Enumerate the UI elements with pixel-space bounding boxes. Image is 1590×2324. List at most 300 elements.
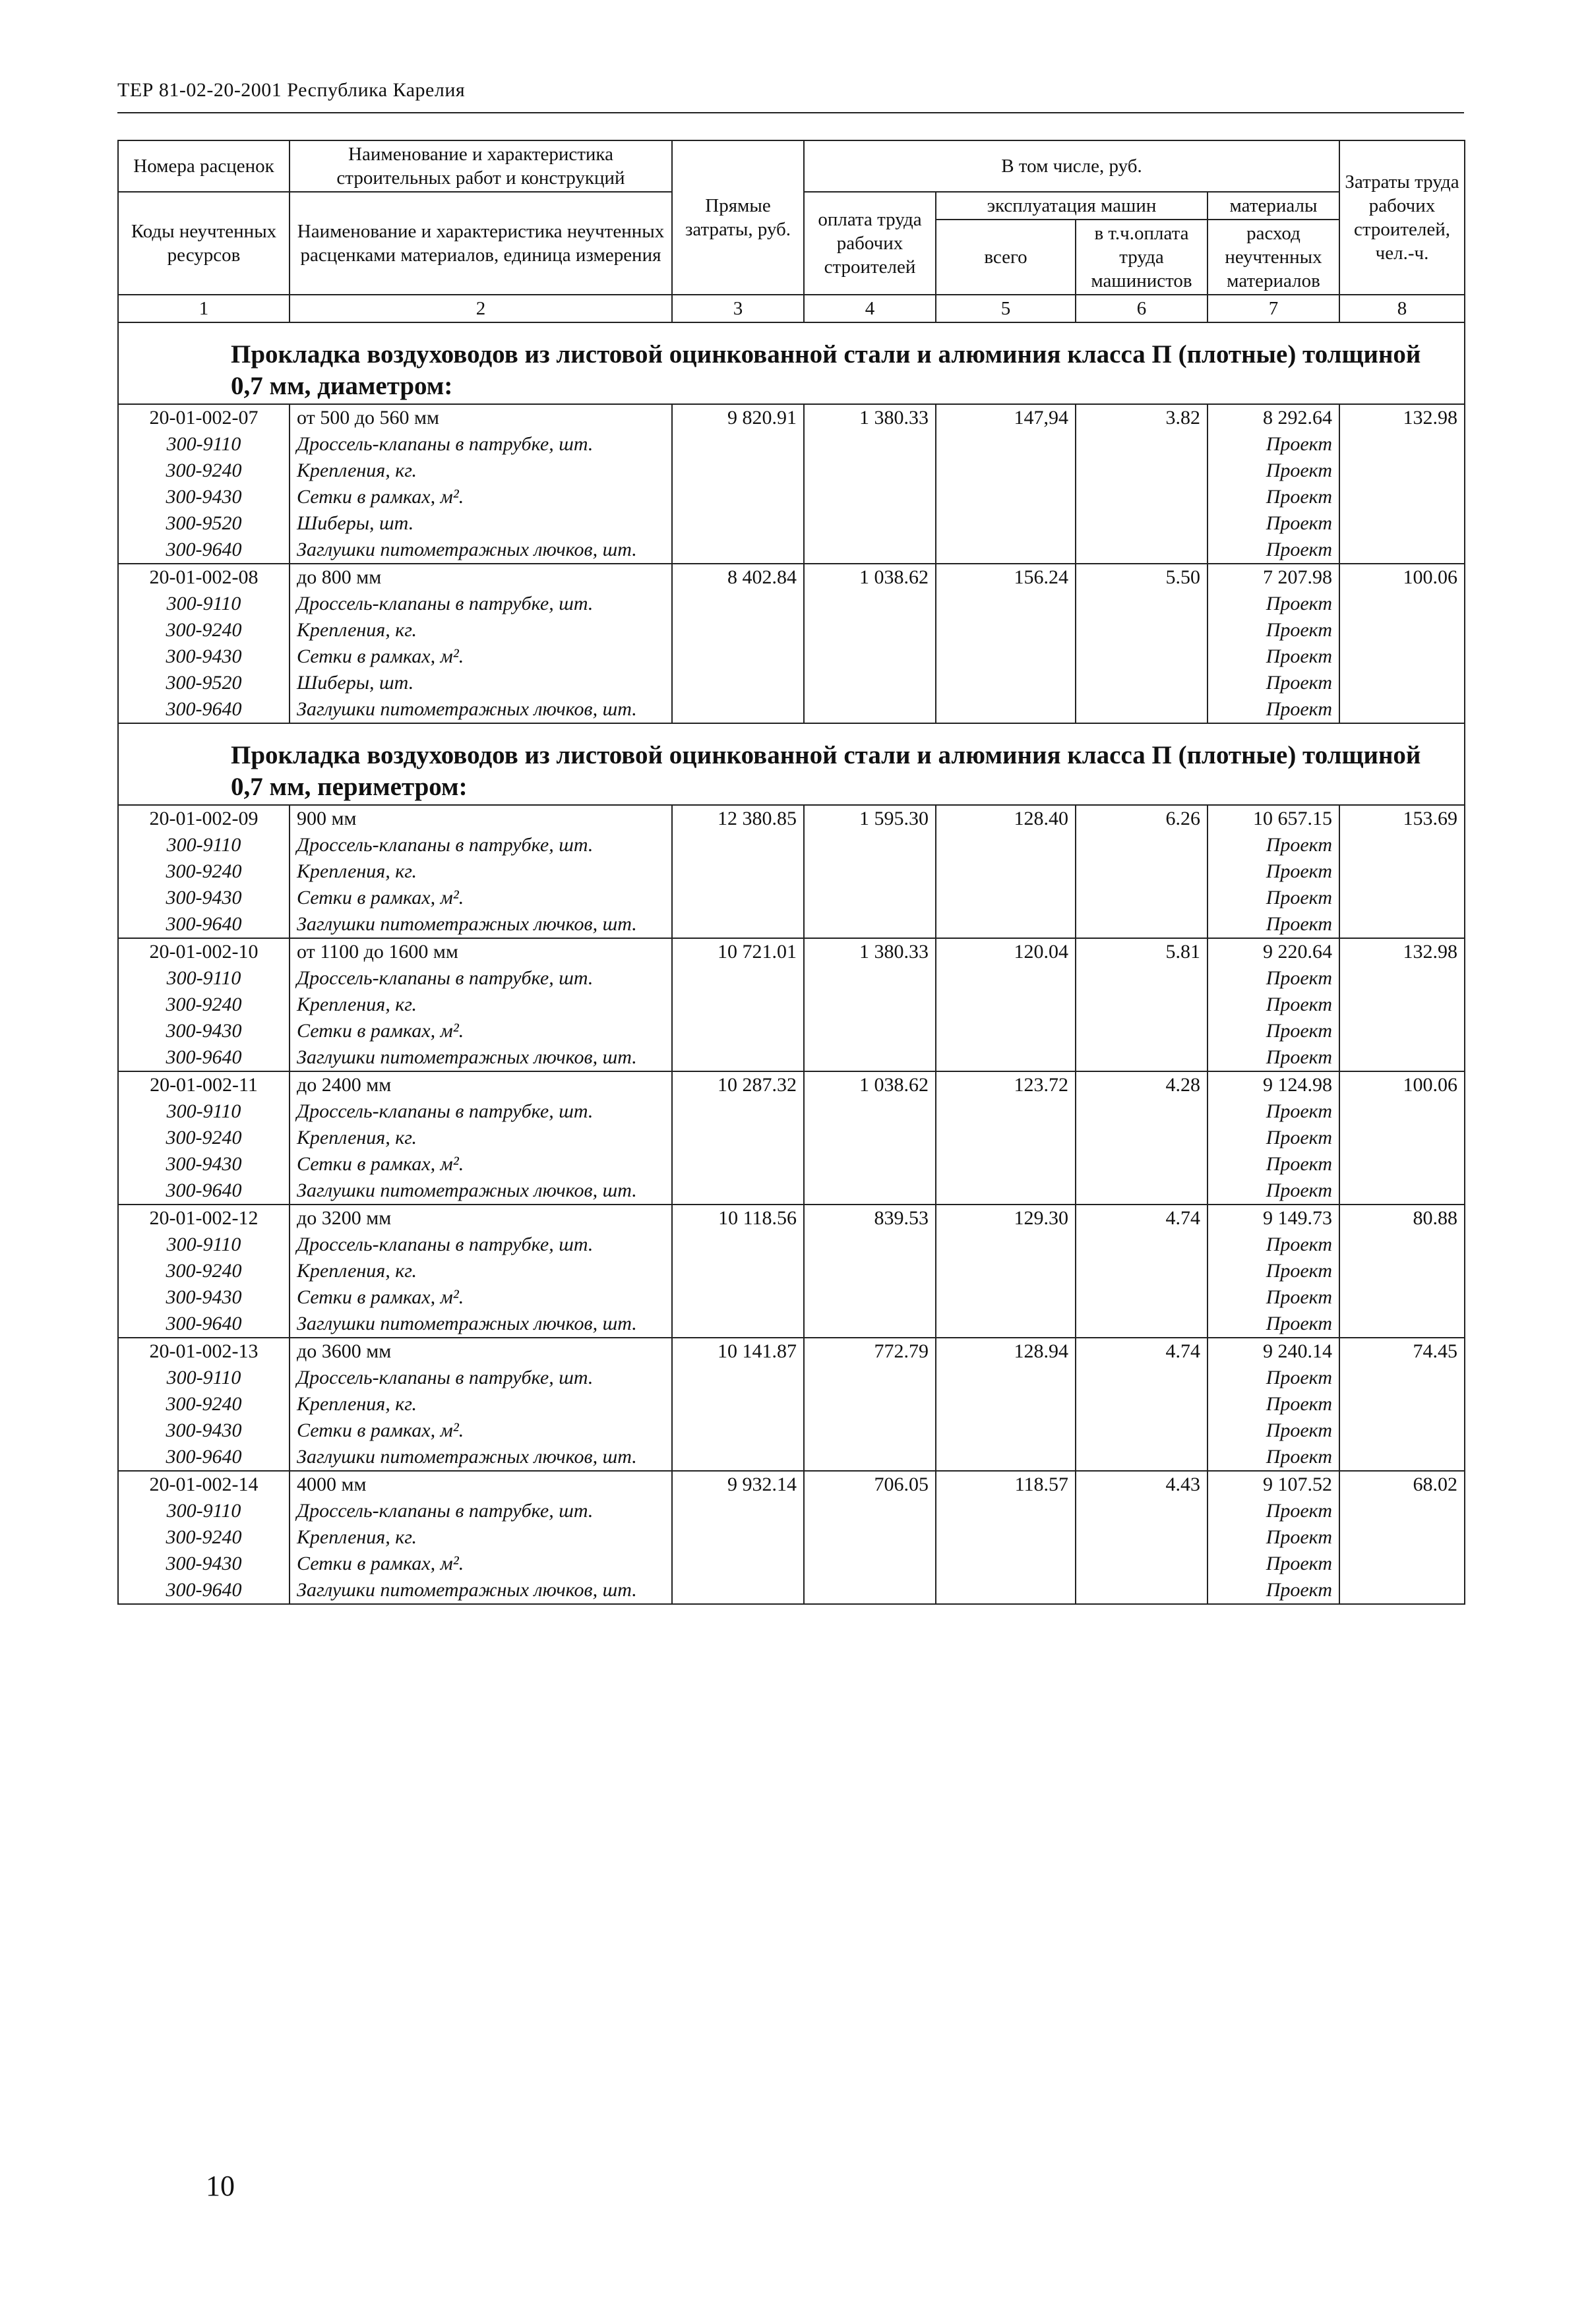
worker-pay: 1 595.30 — [804, 805, 936, 832]
empty-cell — [672, 885, 804, 911]
resource-value: Проект — [1208, 484, 1339, 510]
rate-row — [118, 938, 1465, 965]
col-number: 7 — [1208, 295, 1339, 322]
resource-name: Сетки в рамках, м². — [290, 1417, 672, 1444]
empty-cell — [936, 1098, 1076, 1125]
rate-name: до 3200 мм — [290, 1205, 672, 1232]
empty-cell — [804, 1444, 936, 1471]
resource-code: 300-9240 — [118, 1258, 290, 1284]
empty-cell — [804, 1577, 936, 1604]
empty-cell — [1076, 510, 1208, 537]
resource-code: 300-9430 — [118, 643, 290, 670]
empty-cell — [804, 1018, 936, 1044]
section-title-row — [118, 322, 1465, 404]
empty-cell — [804, 537, 936, 564]
resource-row — [118, 1498, 1465, 1524]
rate-name: 900 мм — [290, 805, 672, 832]
resource-row — [118, 1284, 1465, 1311]
resource-row — [118, 1551, 1465, 1577]
resource-row — [118, 591, 1465, 617]
empty-cell — [1076, 591, 1208, 617]
empty-cell — [1076, 458, 1208, 484]
resource-row — [118, 1098, 1465, 1125]
empty-cell — [672, 1151, 804, 1177]
empty-cell — [1339, 832, 1465, 858]
empty-cell — [1339, 1551, 1465, 1577]
resource-row — [118, 670, 1465, 696]
resource-row — [118, 643, 1465, 670]
empty-cell — [672, 832, 804, 858]
table-body — [118, 322, 1465, 1604]
resource-name: Заглушки питометражных лючков, шт. — [290, 1444, 672, 1471]
resource-name: Дроссель-клапаны в патрубке, шт. — [290, 1098, 672, 1125]
resource-row — [118, 832, 1465, 858]
resource-name: Шиберы, шт. — [290, 510, 672, 537]
worker-pay: 706.05 — [804, 1471, 936, 1498]
col-number: 3 — [672, 295, 804, 322]
empty-cell — [672, 1444, 804, 1471]
empty-cell — [1076, 1365, 1208, 1391]
resource-name: Дроссель-клапаны в патрубке, шт. — [290, 832, 672, 858]
resource-code: 300-9240 — [118, 617, 290, 643]
empty-cell — [936, 1284, 1076, 1311]
resource-value: Проект — [1208, 1018, 1339, 1044]
empty-cell — [672, 1232, 804, 1258]
resource-code: 300-9640 — [118, 696, 290, 723]
empty-cell — [936, 1177, 1076, 1205]
empty-cell — [1339, 1365, 1465, 1391]
resource-value: Проект — [1208, 591, 1339, 617]
empty-cell — [936, 1551, 1076, 1577]
rate-row — [118, 564, 1465, 591]
resource-code: 300-9640 — [118, 911, 290, 938]
resource-name: Сетки в рамках, м². — [290, 1018, 672, 1044]
resource-name: Дроссель-клапаны в патрубке, шт. — [290, 1232, 672, 1258]
empty-cell — [1076, 885, 1208, 911]
resource-row — [118, 1151, 1465, 1177]
machines-total: 156.24 — [936, 564, 1076, 591]
resource-row — [118, 885, 1465, 911]
head-work-name: Наименование и характеристика строительных работ и конструкций — [290, 140, 672, 192]
resource-code: 300-9110 — [118, 832, 290, 858]
machines-total: 147,94 — [936, 404, 1076, 431]
empty-cell — [936, 1232, 1076, 1258]
empty-cell — [1076, 965, 1208, 992]
empty-cell — [936, 885, 1076, 911]
empty-cell — [672, 1391, 804, 1417]
resource-name: Крепления, кг. — [290, 1125, 672, 1151]
empty-cell — [1339, 1284, 1465, 1311]
resource-name: Шиберы, шт. — [290, 670, 672, 696]
resource-code: 300-9430 — [118, 1284, 290, 1311]
operator-pay: 5.81 — [1076, 938, 1208, 965]
empty-cell — [1076, 1311, 1208, 1338]
resource-code: 300-9240 — [118, 1391, 290, 1417]
resource-code: 300-9240 — [118, 458, 290, 484]
empty-cell — [672, 617, 804, 643]
resource-value: Проект — [1208, 537, 1339, 564]
head-machines: эксплуатация машин — [936, 192, 1208, 220]
resource-code: 300-9640 — [118, 1311, 290, 1338]
labor-hours: 132.98 — [1339, 404, 1465, 431]
materials-cost: 9 240.14 — [1208, 1338, 1339, 1365]
resource-name: Крепления, кг. — [290, 992, 672, 1018]
resource-row — [118, 1524, 1465, 1551]
resource-value: Проект — [1208, 858, 1339, 885]
empty-cell — [1076, 1125, 1208, 1151]
head-worker-pay: оплата труда рабочих строителей — [804, 192, 936, 295]
empty-cell — [936, 1044, 1076, 1071]
resource-code: 300-9430 — [118, 484, 290, 510]
resource-code: 300-9430 — [118, 1018, 290, 1044]
machines-total: 129.30 — [936, 1205, 1076, 1232]
col-number: 4 — [804, 295, 936, 322]
resource-row — [118, 1125, 1465, 1151]
operator-pay: 4.43 — [1076, 1471, 1208, 1498]
empty-cell — [1076, 1258, 1208, 1284]
empty-cell — [1339, 1524, 1465, 1551]
resource-name: Заглушки питометражных лючков, шт. — [290, 1044, 672, 1071]
resource-name: Крепления, кг. — [290, 1391, 672, 1417]
resource-value: Проект — [1208, 1444, 1339, 1471]
resource-value: Проект — [1208, 1098, 1339, 1125]
resource-row — [118, 1232, 1465, 1258]
empty-cell — [1339, 1044, 1465, 1071]
empty-cell — [1076, 858, 1208, 885]
resource-row — [118, 510, 1465, 537]
materials-cost: 10 657.15 — [1208, 805, 1339, 832]
resource-code: 300-9430 — [118, 1151, 290, 1177]
empty-cell — [1339, 537, 1465, 564]
empty-cell — [804, 696, 936, 723]
worker-pay: 1 380.33 — [804, 938, 936, 965]
empty-cell — [804, 458, 936, 484]
resource-row — [118, 431, 1465, 458]
col-number: 6 — [1076, 295, 1208, 322]
labor-hours: 100.06 — [1339, 1071, 1465, 1098]
empty-cell — [672, 1498, 804, 1524]
empty-cell — [936, 670, 1076, 696]
resource-value: Проект — [1208, 965, 1339, 992]
empty-cell — [1076, 643, 1208, 670]
resource-row — [118, 458, 1465, 484]
labor-hours: 153.69 — [1339, 805, 1465, 832]
resource-value: Проект — [1208, 1551, 1339, 1577]
section-title: Прокладка воздуховодов из листовой оцинкованной стали и алюминия класса П (плотные) толщиной 0,7 мм, периметром: — [118, 723, 1465, 805]
worker-pay: 1 038.62 — [804, 1071, 936, 1098]
resource-row — [118, 1444, 1465, 1471]
empty-cell — [1076, 911, 1208, 938]
resource-value: Проект — [1208, 992, 1339, 1018]
operator-pay: 4.74 — [1076, 1338, 1208, 1365]
resource-value: Проект — [1208, 1284, 1339, 1311]
resource-name: Заглушки питометражных лючков, шт. — [290, 1577, 672, 1604]
resource-row — [118, 1365, 1465, 1391]
empty-cell — [672, 1258, 804, 1284]
resource-row — [118, 992, 1465, 1018]
empty-cell — [672, 1311, 804, 1338]
empty-cell — [672, 484, 804, 510]
resource-value: Проект — [1208, 670, 1339, 696]
resource-code: 300-9640 — [118, 1444, 290, 1471]
empty-cell — [1076, 1498, 1208, 1524]
machines-total: 128.40 — [936, 805, 1076, 832]
empty-cell — [936, 1151, 1076, 1177]
empty-cell — [804, 1365, 936, 1391]
resource-row — [118, 1391, 1465, 1417]
empty-cell — [672, 1577, 804, 1604]
empty-cell — [1339, 911, 1465, 938]
empty-cell — [1076, 1444, 1208, 1471]
rate-code: 20-01-002-08 — [118, 564, 290, 591]
empty-cell — [936, 696, 1076, 723]
resource-value: Проект — [1208, 1232, 1339, 1258]
direct-costs: 9 820.91 — [672, 404, 804, 431]
empty-cell — [804, 1551, 936, 1577]
empty-cell — [1076, 1232, 1208, 1258]
operator-pay: 5.50 — [1076, 564, 1208, 591]
resource-value: Проект — [1208, 1524, 1339, 1551]
resource-code: 300-9640 — [118, 537, 290, 564]
empty-cell — [804, 1524, 936, 1551]
rate-code: 20-01-002-14 — [118, 1471, 290, 1498]
empty-cell — [672, 1177, 804, 1205]
empty-cell — [1339, 643, 1465, 670]
worker-pay: 772.79 — [804, 1338, 936, 1365]
machines-total: 128.94 — [936, 1338, 1076, 1365]
empty-cell — [672, 1417, 804, 1444]
head-material-name: Наименование и характеристика неучтенных расценками материалов, единица измерения — [290, 192, 672, 295]
resource-value: Проект — [1208, 832, 1339, 858]
resource-value: Проект — [1208, 643, 1339, 670]
empty-cell — [936, 1524, 1076, 1551]
resource-name: Дроссель-клапаны в патрубке, шт. — [290, 965, 672, 992]
head-column-numbers — [118, 295, 1465, 322]
resource-value: Проект — [1208, 1044, 1339, 1071]
empty-cell — [1076, 1018, 1208, 1044]
empty-cell — [1339, 431, 1465, 458]
resource-name: Дроссель-клапаны в патрубке, шт. — [290, 1365, 672, 1391]
materials-cost: 9 124.98 — [1208, 1071, 1339, 1098]
machines-total: 120.04 — [936, 938, 1076, 965]
empty-cell — [1076, 832, 1208, 858]
empty-cell — [672, 1098, 804, 1125]
resource-name: Заглушки питометражных лючков, шт. — [290, 537, 672, 564]
rate-row — [118, 1205, 1465, 1232]
resource-row — [118, 1177, 1465, 1205]
resource-name: Сетки в рамках, м². — [290, 1551, 672, 1577]
resource-code: 300-9430 — [118, 1417, 290, 1444]
empty-cell — [1076, 1391, 1208, 1417]
head-direct-costs: Прямые затраты, руб. — [672, 140, 804, 295]
resource-value: Проект — [1208, 510, 1339, 537]
empty-cell — [672, 1284, 804, 1311]
empty-cell — [1339, 1177, 1465, 1205]
resource-code: 300-9240 — [118, 992, 290, 1018]
col-number: 8 — [1339, 295, 1465, 322]
resource-value: Проект — [1208, 1577, 1339, 1604]
empty-cell — [804, 858, 936, 885]
empty-cell — [672, 696, 804, 723]
resource-code: 300-9640 — [118, 1044, 290, 1071]
labor-hours: 132.98 — [1339, 938, 1465, 965]
empty-cell — [936, 1444, 1076, 1471]
head-machines-total: всего — [936, 220, 1076, 295]
resource-value: Проект — [1208, 696, 1339, 723]
empty-cell — [1339, 1311, 1465, 1338]
head-materials: материалы — [1208, 192, 1339, 220]
empty-cell — [804, 832, 936, 858]
empty-cell — [1339, 510, 1465, 537]
empty-cell — [936, 643, 1076, 670]
empty-cell — [672, 510, 804, 537]
materials-cost: 8 292.64 — [1208, 404, 1339, 431]
operator-pay: 4.74 — [1076, 1205, 1208, 1232]
rate-row — [118, 805, 1465, 832]
empty-cell — [1339, 1577, 1465, 1604]
empty-cell — [1076, 1284, 1208, 1311]
empty-cell — [1339, 965, 1465, 992]
col-number: 5 — [936, 295, 1076, 322]
resource-name: Заглушки питометражных лючков, шт. — [290, 696, 672, 723]
rate-name: 4000 мм — [290, 1471, 672, 1498]
empty-cell — [1339, 1018, 1465, 1044]
empty-cell — [1076, 696, 1208, 723]
empty-cell — [1076, 1417, 1208, 1444]
empty-cell — [804, 484, 936, 510]
resource-value: Проект — [1208, 431, 1339, 458]
empty-cell — [936, 1125, 1076, 1151]
resource-code: 300-9110 — [118, 1098, 290, 1125]
empty-cell — [1076, 1044, 1208, 1071]
worker-pay: 839.53 — [804, 1205, 936, 1232]
empty-cell — [672, 965, 804, 992]
empty-cell — [1339, 885, 1465, 911]
resource-name: Дроссель-клапаны в патрубке, шт. — [290, 1498, 672, 1524]
empty-cell — [936, 1577, 1076, 1604]
empty-cell — [936, 1258, 1076, 1284]
resource-name: Заглушки питометражных лючков, шт. — [290, 911, 672, 938]
head-operator-pay: в т.ч.оплата труда машинистов — [1076, 220, 1208, 295]
rate-row — [118, 1071, 1465, 1098]
empty-cell — [936, 431, 1076, 458]
operator-pay: 6.26 — [1076, 805, 1208, 832]
resource-value: Проект — [1208, 1498, 1339, 1524]
resource-value: Проект — [1208, 1391, 1339, 1417]
resource-row — [118, 1044, 1465, 1071]
header-rule — [117, 112, 1464, 113]
empty-cell — [804, 1232, 936, 1258]
empty-cell — [936, 965, 1076, 992]
rate-name: от 500 до 560 мм — [290, 404, 672, 431]
empty-cell — [672, 591, 804, 617]
empty-cell — [672, 858, 804, 885]
resource-code: 300-9520 — [118, 670, 290, 696]
empty-cell — [1076, 617, 1208, 643]
resource-code: 300-9110 — [118, 431, 290, 458]
empty-cell — [804, 1177, 936, 1205]
col-number: 2 — [290, 295, 672, 322]
machines-total: 118.57 — [936, 1471, 1076, 1498]
empty-cell — [1076, 484, 1208, 510]
worker-pay: 1 380.33 — [804, 404, 936, 431]
head-group-including: В том числе, руб. — [804, 140, 1339, 192]
empty-cell — [1339, 1125, 1465, 1151]
resource-code: 300-9640 — [118, 1577, 290, 1604]
empty-cell — [936, 458, 1076, 484]
rate-name: до 2400 мм — [290, 1071, 672, 1098]
resource-row — [118, 1417, 1465, 1444]
empty-cell — [936, 591, 1076, 617]
resource-row — [118, 858, 1465, 885]
resource-code: 300-9110 — [118, 1498, 290, 1524]
head-rate-numbers: Номера расценок — [118, 140, 290, 192]
materials-cost: 7 207.98 — [1208, 564, 1339, 591]
empty-cell — [936, 1391, 1076, 1417]
resource-value: Проект — [1208, 1417, 1339, 1444]
empty-cell — [1076, 431, 1208, 458]
labor-hours: 74.45 — [1339, 1338, 1465, 1365]
empty-cell — [936, 617, 1076, 643]
head-resource-codes: Коды неучтенных ресурсов — [118, 192, 290, 295]
head-unaccounted-materials: расход неучтенных материалов — [1208, 220, 1339, 295]
resource-code: 300-9640 — [118, 1177, 290, 1205]
empty-cell — [672, 1044, 804, 1071]
empty-cell — [1076, 992, 1208, 1018]
resource-name: Сетки в рамках, м². — [290, 1284, 672, 1311]
empty-cell — [1339, 1258, 1465, 1284]
empty-cell — [1339, 670, 1465, 696]
table-head — [118, 140, 1465, 322]
empty-cell — [672, 670, 804, 696]
resource-row — [118, 965, 1465, 992]
resource-value: Проект — [1208, 1311, 1339, 1338]
resource-name: Крепления, кг. — [290, 617, 672, 643]
resource-code: 300-9240 — [118, 1125, 290, 1151]
empty-cell — [672, 537, 804, 564]
empty-cell — [672, 1524, 804, 1551]
empty-cell — [804, 1391, 936, 1417]
empty-cell — [672, 911, 804, 938]
empty-cell — [1076, 1577, 1208, 1604]
rate-row — [118, 404, 1465, 431]
empty-cell — [1339, 1391, 1465, 1417]
empty-cell — [672, 1551, 804, 1577]
empty-cell — [936, 537, 1076, 564]
empty-cell — [804, 670, 936, 696]
materials-cost: 9 107.52 — [1208, 1471, 1339, 1498]
resource-value: Проект — [1208, 1258, 1339, 1284]
empty-cell — [1076, 1551, 1208, 1577]
resource-code: 300-9110 — [118, 1365, 290, 1391]
empty-cell — [1339, 1098, 1465, 1125]
rate-code: 20-01-002-12 — [118, 1205, 290, 1232]
resource-name: Сетки в рамках, м². — [290, 643, 672, 670]
empty-cell — [1076, 1524, 1208, 1551]
resource-row — [118, 1018, 1465, 1044]
resource-row — [118, 1311, 1465, 1338]
labor-hours: 100.06 — [1339, 564, 1465, 591]
resource-name: Сетки в рамках, м². — [290, 885, 672, 911]
resource-code: 300-9110 — [118, 965, 290, 992]
section-title: Прокладка воздуховодов из листовой оцинкованной стали и алюминия класса П (плотные) толщиной 0,7 мм, диаметром: — [118, 322, 1465, 404]
empty-cell — [1339, 992, 1465, 1018]
empty-cell — [804, 1498, 936, 1524]
resource-name: Дроссель-клапаны в патрубке, шт. — [290, 431, 672, 458]
empty-cell — [672, 1018, 804, 1044]
resource-name: Крепления, кг. — [290, 1524, 672, 1551]
labor-hours: 68.02 — [1339, 1471, 1465, 1498]
